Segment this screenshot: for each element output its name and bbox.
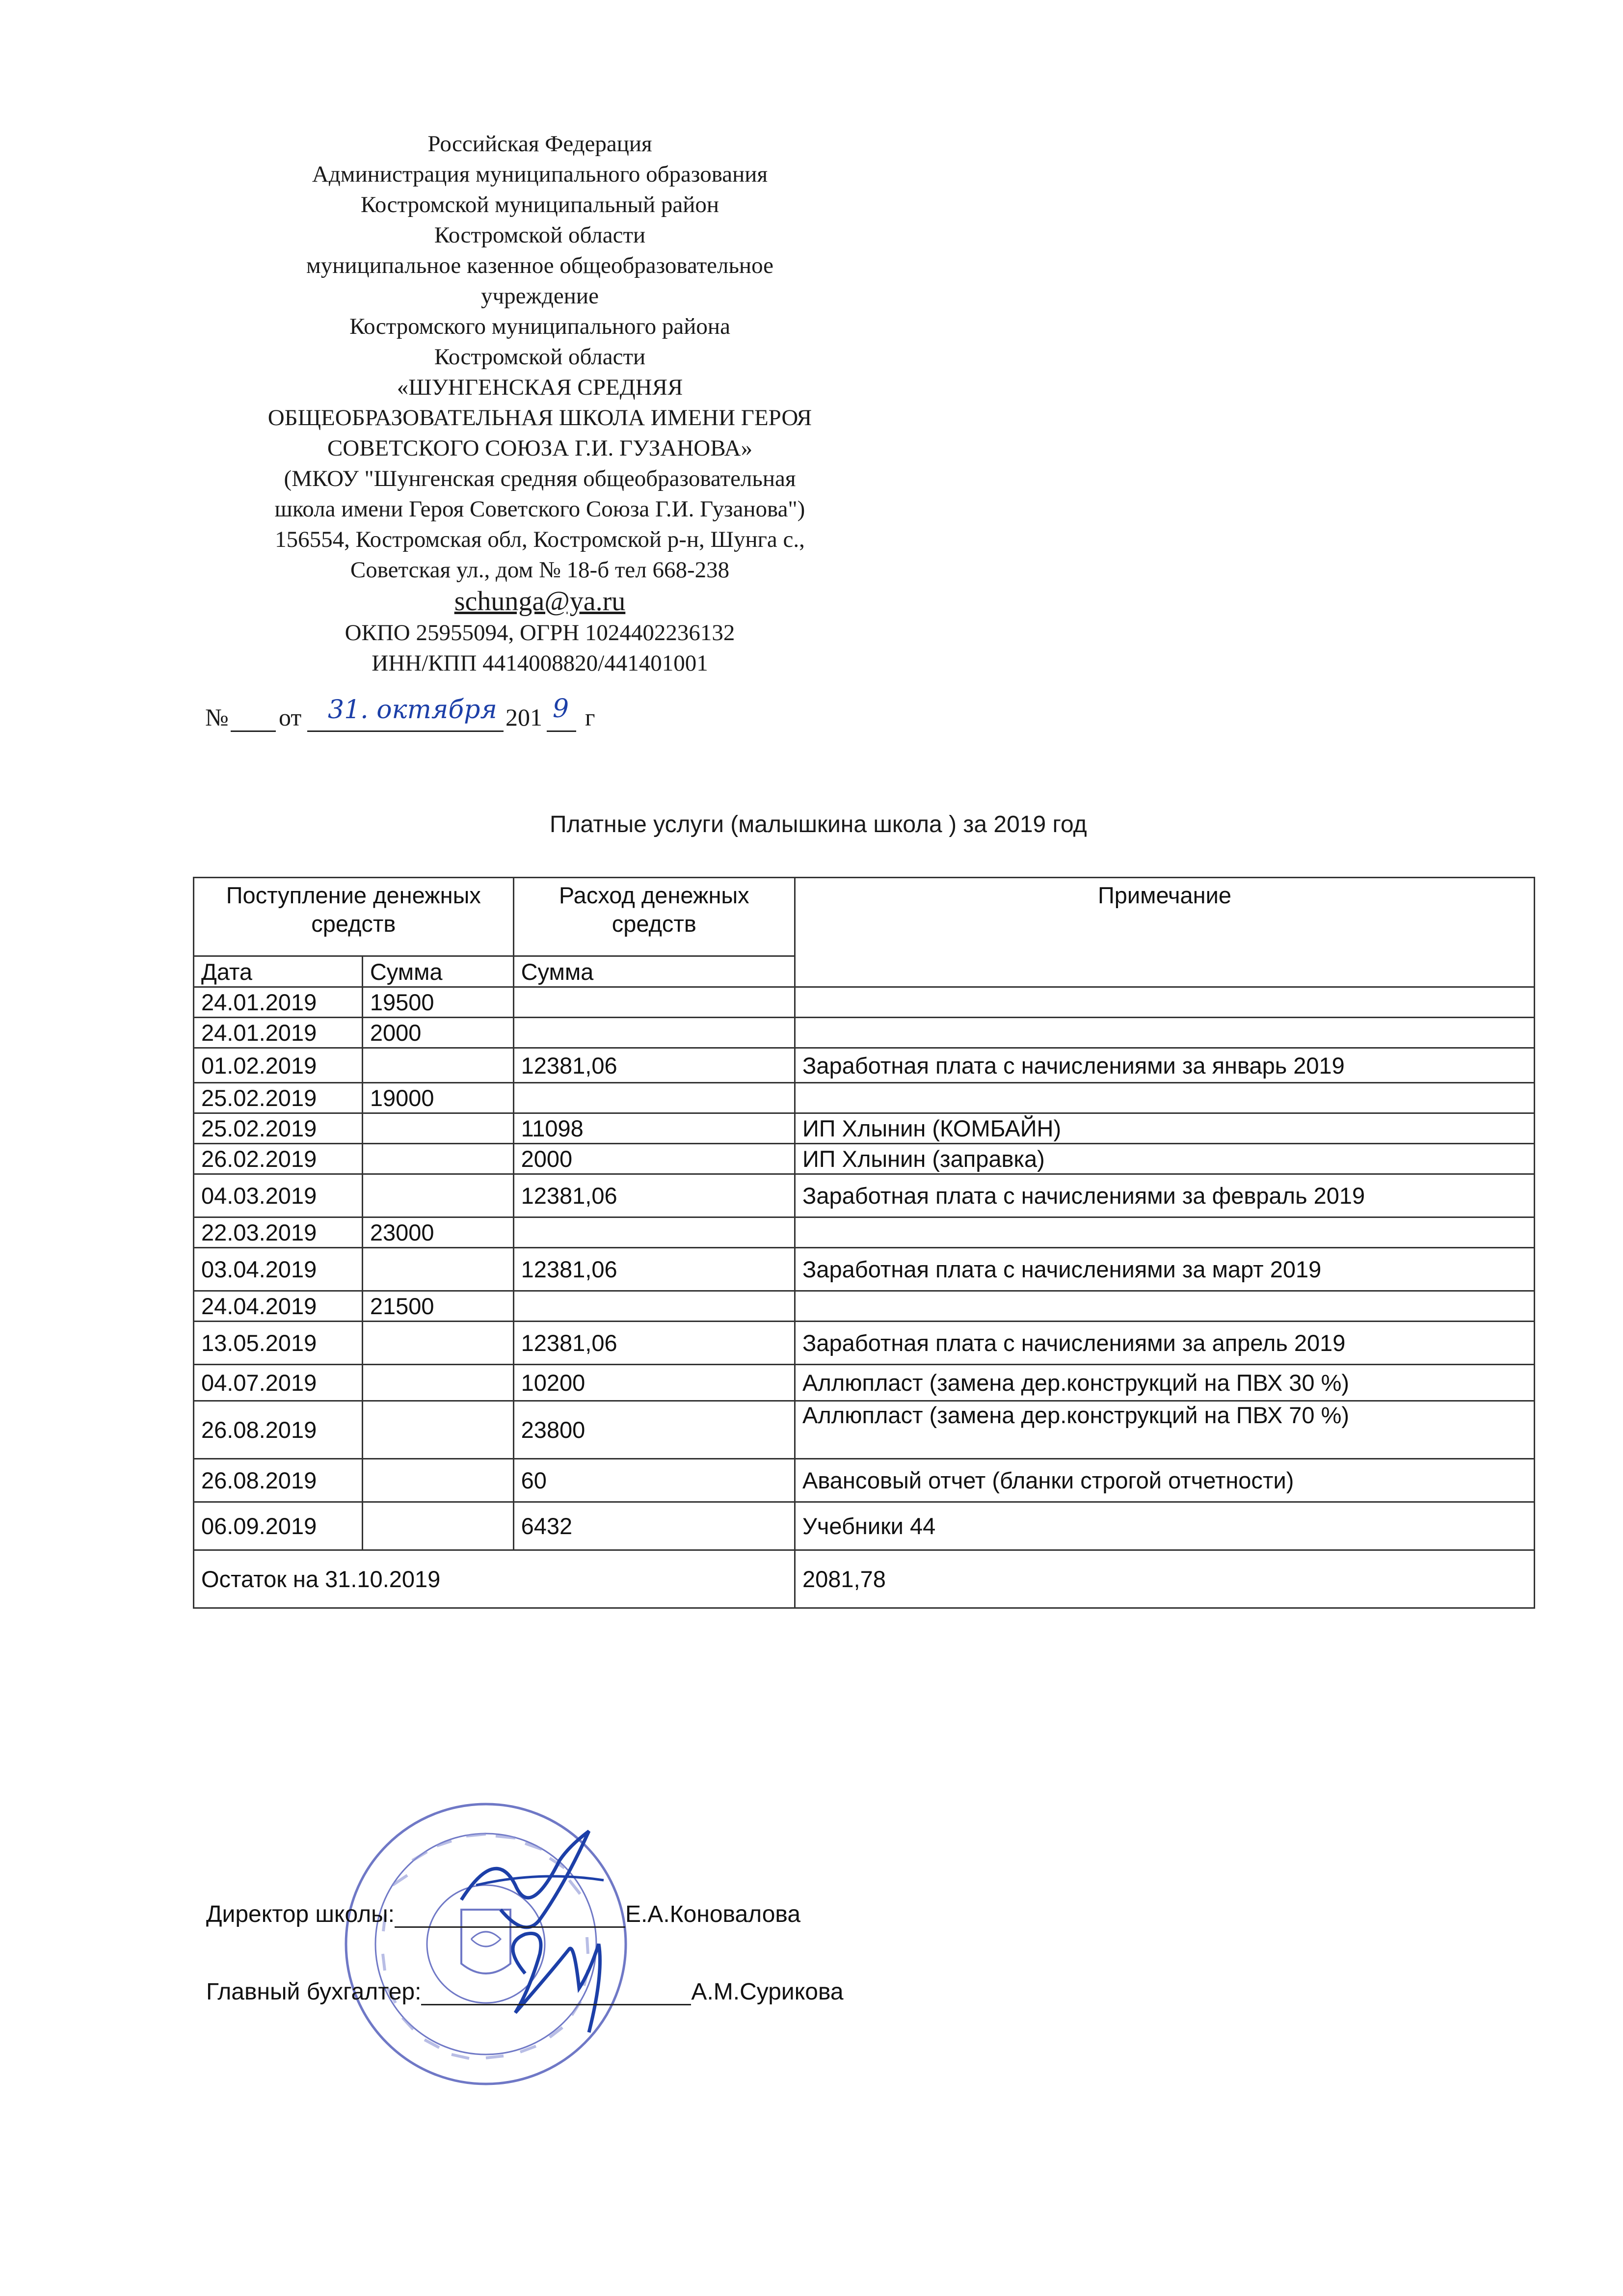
date-cell: 25.02.2019 (194, 1113, 363, 1144)
note-cell: Аллюпласт (замена дер.конструкций на ПВХ 70 %) (795, 1401, 1535, 1459)
accountant-signature-blank (421, 1978, 691, 2005)
table-row (194, 987, 1535, 1018)
date-cell: 13.05.2019 (194, 1322, 363, 1365)
income-cell (362, 1144, 513, 1174)
balance-label: Остаток на 31.10.2019 (194, 1550, 795, 1608)
accountant-name: А.М.Сурикова (691, 1979, 844, 2005)
table-row (194, 1291, 1535, 1322)
header-line: Костромской муниципальный район (360, 192, 719, 217)
expense-cell: 12381,06 (513, 1248, 795, 1291)
note-cell: Заработная плата с начислениями за март 2019 (795, 1248, 1535, 1291)
income-cell (362, 1174, 513, 1217)
date-cell: 24.01.2019 (194, 987, 363, 1018)
expense-cell (513, 1217, 795, 1248)
income-sum-subheader: Сумма (362, 956, 513, 987)
date-cell: 24.01.2019 (194, 1018, 363, 1048)
accountant-signature-line (206, 1978, 844, 2005)
table-row (194, 1459, 1535, 1502)
table-row (194, 1113, 1535, 1144)
director-signature-blank (395, 1901, 625, 1928)
table-row (194, 1048, 1535, 1083)
income-cell: 23000 (362, 1217, 513, 1248)
note-cell (795, 1291, 1535, 1322)
document-number-line (205, 694, 647, 737)
date-cell: 03.04.2019 (194, 1248, 363, 1291)
expense-cell (513, 987, 795, 1018)
note-cell (795, 987, 1535, 1018)
income-header: Поступление денежных средств (194, 878, 514, 956)
number-label: № (205, 703, 229, 731)
expense-cell (513, 1291, 795, 1322)
payments-table (193, 877, 1535, 1609)
year-underline (547, 730, 576, 732)
income-cell (362, 1248, 513, 1291)
income-cell: 21500 (362, 1291, 513, 1322)
note-cell: Учебники 44 (795, 1502, 1535, 1550)
note-cell: ИП Хлынин (заправка) (795, 1144, 1535, 1174)
header-line: Костромской области (434, 344, 646, 370)
date-cell: 25.02.2019 (194, 1083, 363, 1113)
income-cell: 19000 (362, 1083, 513, 1113)
expense-cell: 60 (513, 1459, 795, 1502)
table-row (194, 1018, 1535, 1048)
table-row (194, 1322, 1535, 1365)
expense-cell: 12381,06 (513, 1322, 795, 1365)
note-cell: Авансовый отчет (бланки строгой отчетности) (795, 1459, 1535, 1502)
expense-cell: 6432 (513, 1502, 795, 1550)
expense-cell (513, 1083, 795, 1113)
director-signature-line (206, 1901, 800, 1928)
date-cell: 24.04.2019 (194, 1291, 363, 1322)
note-cell: ИП Хлынин (КОМБАЙН) (795, 1113, 1535, 1144)
income-cell: 19500 (362, 987, 513, 1018)
expense-cell: 12381,06 (513, 1048, 795, 1083)
income-cell (362, 1048, 513, 1083)
header-line: учреждение (481, 283, 599, 309)
header-line: Костромского муниципального района (349, 314, 730, 339)
note-cell: Заработная плата с начислениями за апрель 2019 (795, 1322, 1535, 1365)
expense-cell (513, 1018, 795, 1048)
note-cell (795, 1217, 1535, 1248)
table-row (194, 1502, 1535, 1550)
expense-cell: 2000 (513, 1144, 795, 1174)
income-cell (362, 1322, 513, 1365)
organization-header (162, 129, 918, 678)
registration-codes-line: ИНН/КПП 4414008820/441401001 (372, 650, 708, 676)
expense-cell: 23800 (513, 1401, 795, 1459)
date-cell: 04.03.2019 (194, 1174, 363, 1217)
balance-value: 2081,78 (795, 1550, 1535, 1608)
expense-cell: 12381,06 (513, 1174, 795, 1217)
header-line: ОБЩЕОБРАЗОВАТЕЛЬНАЯ ШКОЛА ИМЕНИ ГЕРОЯ (267, 405, 812, 431)
header-line: 156554, Костромская обл, Костромской р-н, Шунга с., (275, 527, 805, 552)
handwritten-signatures (442, 1826, 697, 2052)
from-label: от (279, 703, 302, 731)
date-cell: 26.08.2019 (194, 1401, 363, 1459)
director-label: Директор школы: (206, 1901, 395, 1927)
date-cell: 01.02.2019 (194, 1048, 363, 1083)
table-row (194, 1248, 1535, 1291)
director-name: Е.А.Коновалова (625, 1901, 801, 1927)
date-cell: 26.02.2019 (194, 1144, 363, 1174)
note-cell: Заработная плата с начислениями за январь 2019 (795, 1048, 1535, 1083)
note-cell: Заработная плата с начислениями за февраль 2019 (795, 1174, 1535, 1217)
date-subheader: Дата (194, 956, 363, 987)
report-title: Платные услуги (малышкина школа ) за 2019 год (550, 811, 1087, 837)
header-line: «ШУНГЕНСКАЯ СРЕДНЯЯ (397, 375, 683, 400)
header-line: Костромской области (434, 222, 646, 248)
date-underline (307, 730, 504, 732)
income-cell (362, 1401, 513, 1459)
income-cell (362, 1459, 513, 1502)
expense-cell: 10200 (513, 1365, 795, 1401)
date-cell: 22.03.2019 (194, 1217, 363, 1248)
registration-codes-line: ОКПО 25955094, ОГРН 1024402236132 (345, 620, 735, 646)
income-cell (362, 1502, 513, 1550)
header-line: Администрация муниципального образования (312, 162, 768, 187)
table-row (194, 1217, 1535, 1248)
year-handwritten: 9 (553, 694, 569, 724)
note-cell (795, 1018, 1535, 1048)
year-suffix: г (585, 703, 595, 731)
header-line: Советская ул., дом № 18-б тел 668-238 (350, 557, 730, 583)
note-cell: Аллюпласт (замена дер.конструкций на ПВХ 30 %) (795, 1365, 1535, 1401)
date-handwritten: 31. октября (328, 695, 497, 725)
expense-sum-subheader: Сумма (513, 956, 795, 987)
income-cell: 2000 (362, 1018, 513, 1048)
header-line: (МКОУ "Шунгенская средняя общеобразовательная (284, 466, 796, 491)
table-row (194, 1144, 1535, 1174)
number-blank (231, 730, 276, 732)
header-line: школа имени Героя Советского Союза Г.И. Гузанова") (274, 496, 805, 522)
date-cell: 06.09.2019 (194, 1502, 363, 1550)
header-line: СОВЕТСКОГО СОЮЗА Г.И. ГУЗАНОВА» (327, 435, 753, 461)
expense-header: Расход денежных средств (513, 878, 795, 956)
table-row (194, 1401, 1535, 1459)
header-line: муниципальное казенное общеобразовательное (306, 253, 774, 278)
table-row (194, 1174, 1535, 1217)
expense-cell: 11098 (513, 1113, 795, 1144)
date-cell: 04.07.2019 (194, 1365, 363, 1401)
email-link[interactable]: schunga@ya.ru (454, 586, 626, 617)
date-cell: 26.08.2019 (194, 1459, 363, 1502)
table-row (194, 1083, 1535, 1113)
table-row (194, 1365, 1535, 1401)
accountant-label: Главный бухгалтер: (206, 1979, 422, 2005)
income-cell (362, 1113, 513, 1144)
income-cell (362, 1365, 513, 1401)
header-line: Российская Федерация (427, 131, 652, 157)
note-cell (795, 1083, 1535, 1113)
note-header: Примечание (795, 878, 1535, 987)
year-prefix: 201 (506, 703, 542, 731)
